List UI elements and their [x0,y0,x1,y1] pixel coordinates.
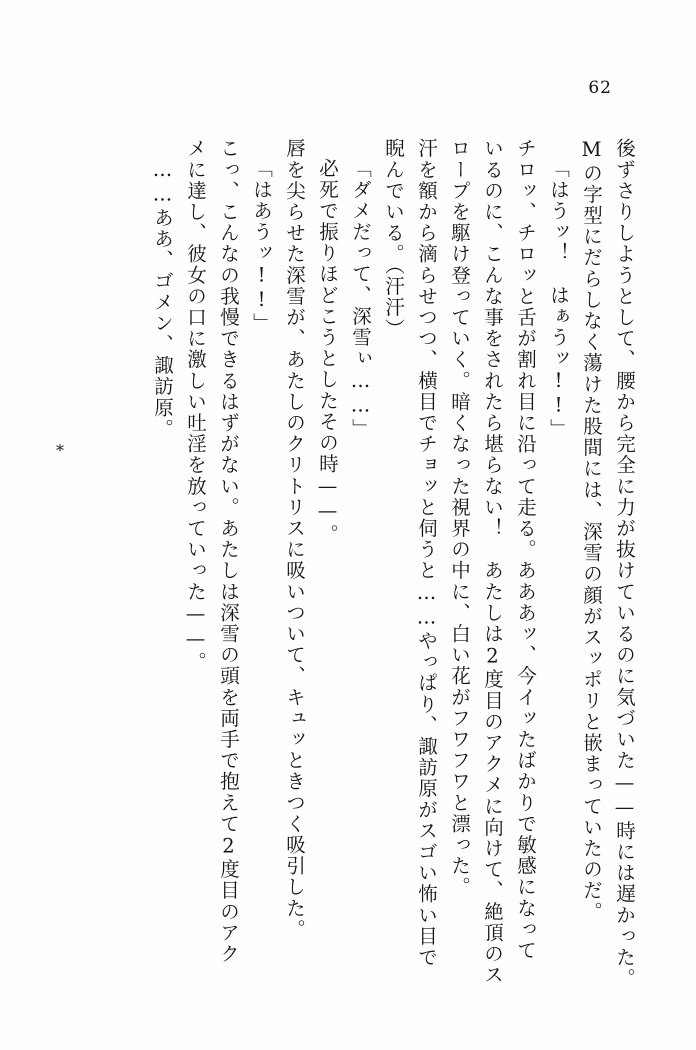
section-separator-mark: * [56,441,64,460]
text-column: 「はうッ！ はぁうッ!!」 [547,158,570,440]
text-column: 必死で振りほどこうとしたその時——。 [316,158,339,545]
text-column: こっ、こんなの我慢できるはずがない。あたしは深雪の頭を両手で抱えて2度目のアク [217,138,240,965]
text-column: メに達し、彼女の口に激しい吐淫を放っていった——。 [184,138,207,673]
text-column: チロッ、チロッと舌が割れ目に沿って走る。あああッ、今イッたばかりで敏感になって [514,138,537,961]
text-column: Mの字型にだらしなく蕩けた股間には、深雪の顔がスッポリと嵌まっていたのだ。 [580,138,603,923]
page-number: 62 [588,78,612,98]
text-column: 睨んでいる。（汗汗） [382,138,405,340]
vertical-text-block [104,138,634,1018]
text-column: 汗を額から滴らせつつ、横目でチョッと伺うと……やっぱり、諏訪原がスゴい怖い目で [415,138,438,968]
text-column: 「はあうッ!!」 [250,158,273,334]
text-column: 後ずさりしようとして、腰から完全に力が抜けているのに気づいた——時には遅かった。 [613,138,636,989]
text-column: 「ダメだって、深雪ぃ……」 [349,158,372,440]
text-column: ロープを駆け登っていく。暗くなった視界の中に、白い花がフワフワと漂った。 [448,138,471,898]
text-column: いるのに、こんな事をされたら堪らない！ あたしは2度目のアクメに向けて、絶頂のス [481,138,504,986]
text-column: ……ああ、ゴメン、諏訪原。 [151,158,174,440]
text-column: 唇を尖らせた深雪が、あたしのクリトリスに吸いついて、キュッときつく吸引した。 [283,138,306,940]
